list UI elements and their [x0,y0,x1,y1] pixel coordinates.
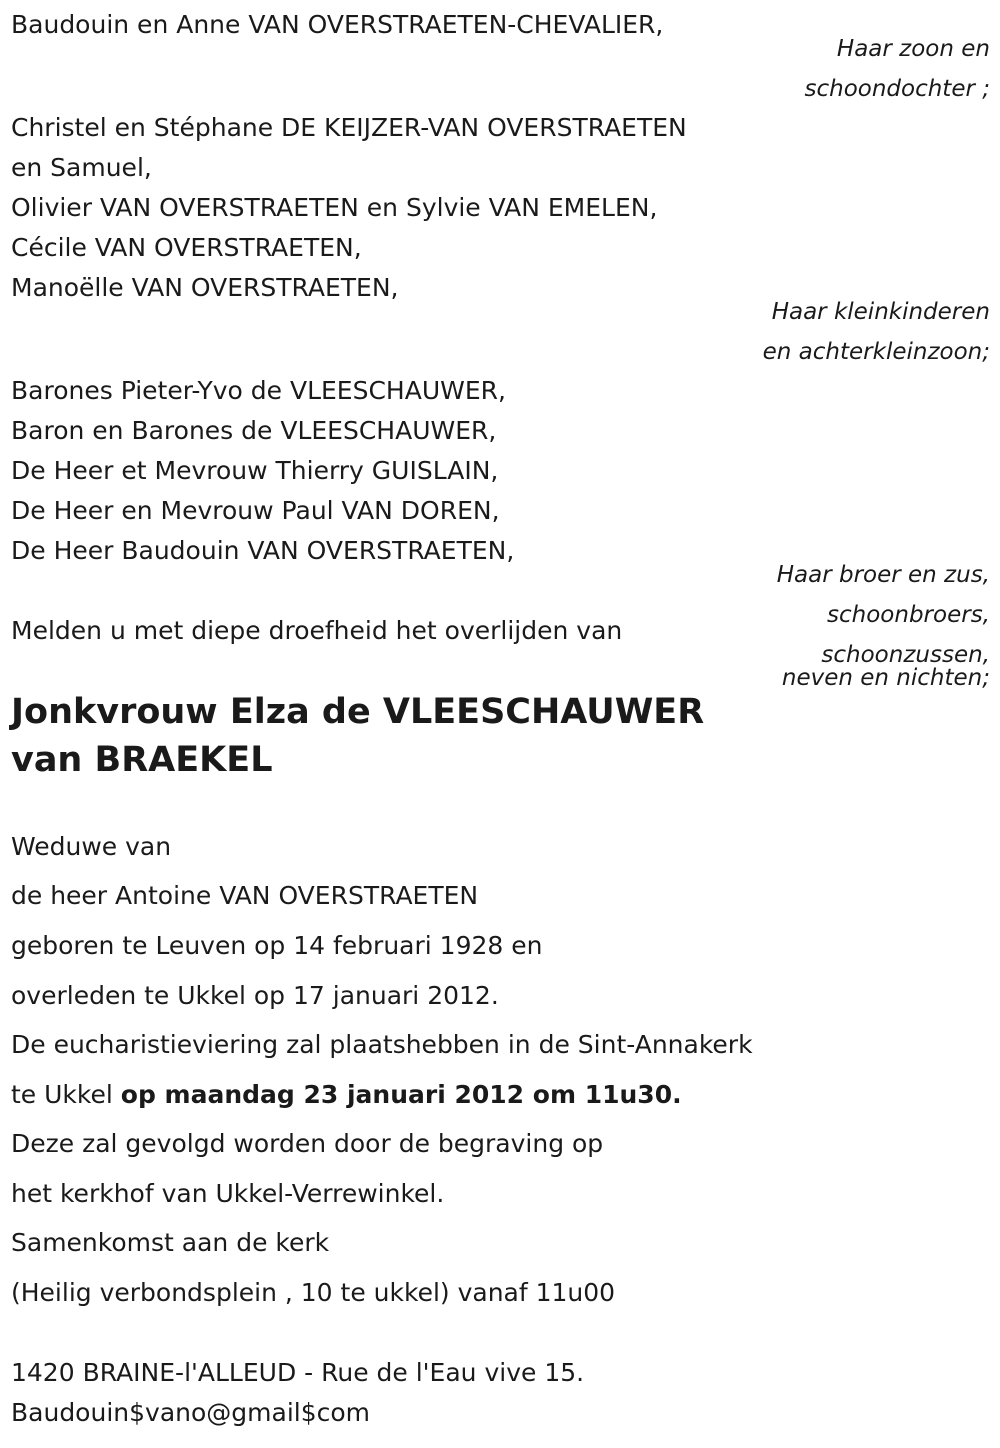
detail-husband: de heer Antoine VAN OVERSTRAETEN [11,881,479,910]
relation-son-line-2: schoondochter ; [804,76,990,102]
detail-mass: De eucharistieviering zal plaatshebben in de Sint-Annakerk [11,1030,753,1059]
detail-mass-place: te Ukkel [11,1080,121,1109]
grandchild-line-1: Christel en Stéphane DE KEIJZER-VAN OVERSTRAETEN [11,113,687,142]
announcement-text: Melden u met diepe droefheid het overlijden van [11,616,623,645]
relation-grandchildren-line-2: en achterkleinzoon; [762,339,990,365]
detail-mass-datetime: op maandag 23 januari 2012 om 11u30. [120,1080,682,1109]
sibling-line-4: De Heer en Mevrouw Paul VAN DOREN, [11,496,500,525]
sibling-line-3: De Heer et Mevrouw Thierry GUISLAIN, [11,456,499,485]
detail-widow: Weduwe van [11,832,172,861]
detail-mass-date [11,1080,682,1110]
contact-email: Baudouin$vano@gmail$com [11,1398,371,1427]
deceased-name-line-1: Jonkvrouw Elza de VLEESCHAUWER [11,692,705,732]
sibling-line-2: Baron en Barones de VLEESCHAUWER, [11,416,497,445]
family-line-1: Baudouin en Anne VAN OVERSTRAETEN-CHEVALIER, [11,10,664,39]
detail-born: geboren te Leuven op 14 februari 1928 en [11,931,543,960]
relation-siblings-line-4: neven en nichten; [781,665,990,691]
deceased-name-line-2: van BRAEKEL [11,740,273,780]
grandchild-line-4: Cécile VAN OVERSTRAETEN, [11,233,362,262]
detail-cemetery: het kerkhof van Ukkel-Verrewinkel. [11,1179,445,1208]
sibling-line-1: Barones Pieter-Yvo de VLEESCHAUWER, [11,376,506,405]
relation-son-line-1: Haar zoon en [836,36,990,62]
detail-gathering-place: (Heilig verbondsplein , 10 te ukkel) vanaf 11u00 [11,1278,616,1307]
relation-siblings-line-2: schoonbroers, [827,602,990,628]
grandchild-line-2: en Samuel, [11,153,152,182]
relation-grandchildren-line-1: Haar kleinkinderen [771,299,990,325]
detail-gathering: Samenkomst aan de kerk [11,1228,330,1257]
grandchild-line-5: Manoëlle VAN OVERSTRAETEN, [11,273,399,302]
relation-siblings-line-1: Haar broer en zus, [776,562,990,588]
relation-siblings-line-3: schoonzussen, [821,642,990,668]
grandchild-line-3: Olivier VAN OVERSTRAETEN en Sylvie VAN EMELEN, [11,193,658,222]
sibling-line-5: De Heer Baudouin VAN OVERSTRAETEN, [11,536,515,565]
contact-address: 1420 BRAINE-l'ALLEUD - Rue de l'Eau vive 15. [11,1358,585,1387]
detail-died: overleden te Ukkel op 17 januari 2012. [11,981,499,1010]
detail-burial: Deze zal gevolgd worden door de begraving op [11,1129,604,1158]
